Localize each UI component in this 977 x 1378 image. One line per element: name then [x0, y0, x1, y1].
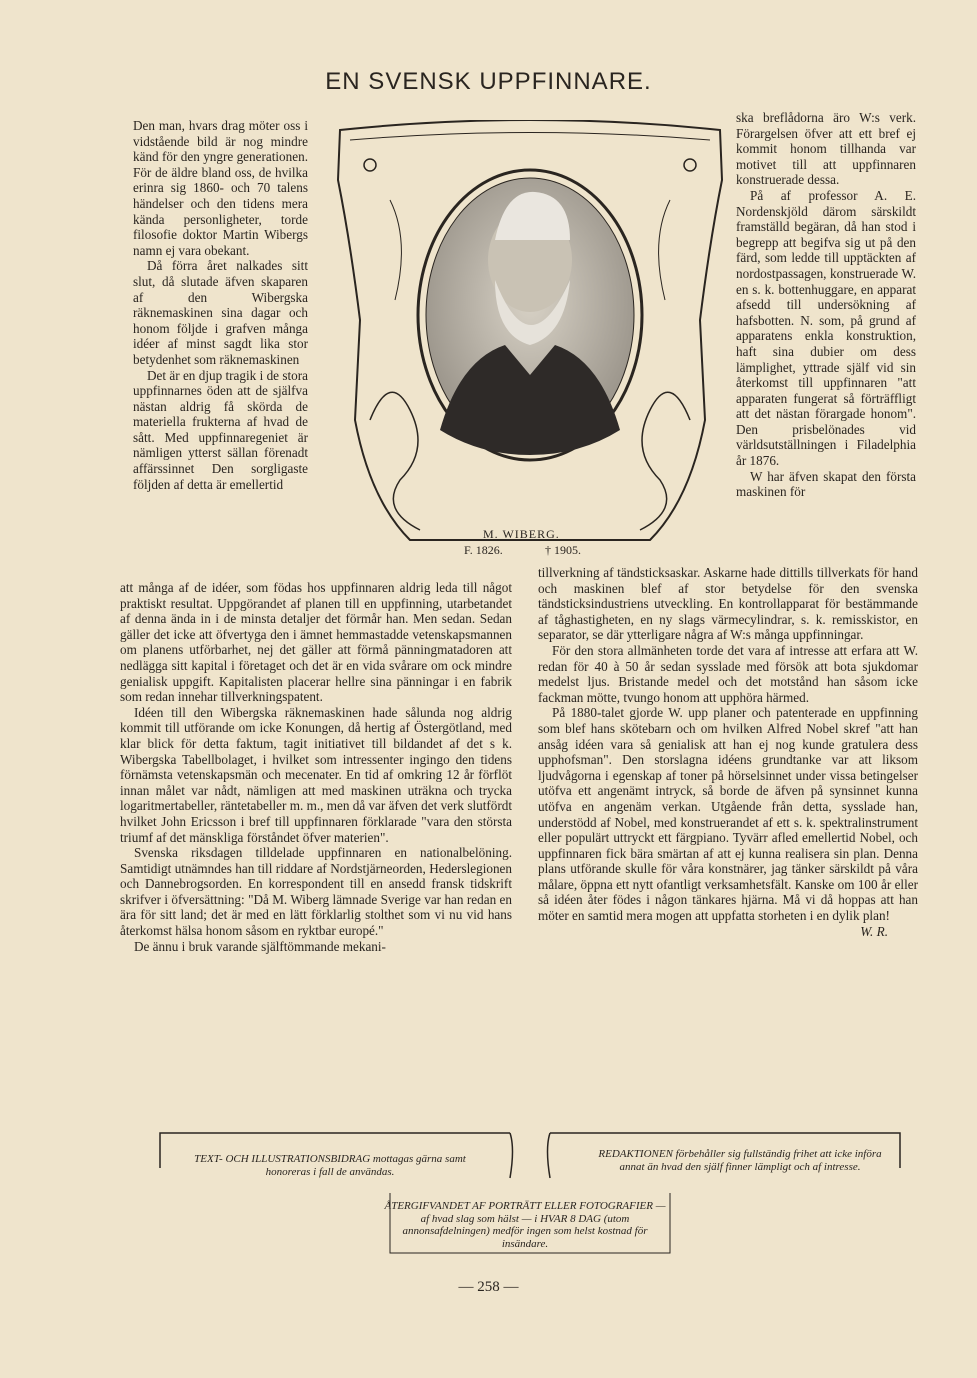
portrait-caption-born: F. 1826. — [464, 543, 503, 557]
paragraph: Då förra året nalkades sitt slut, då slutade äfven skaparen af den Wibergska räknemaskinen sina dagar och honom följde i grafven många idéer af minst sagdt lika stor betydenhet som räknemaskinen — [133, 258, 308, 367]
paragraph: ska breflådorna äro W:s verk. Förargelsen öfver att ett bref ej kommit honom tillhanda var motivet till att uppfinnaren konstruerade dessa. — [736, 110, 916, 188]
paragraph: För den stora allmänheten torde det vara af intresse att erfara att W. redan för 40 à 50 år sedan sysslade med försök att bota sjukdomar medelst ljus. Bristande medel och det motstånd han såsom icke fackman mötte, tvungo honom att upphöra härmed. — [538, 642, 918, 705]
paragraph: På af professor A. E. Nordenskjöld därom särskildt framställd begäran, då han stod i begrepp att begifva sig ut på den färd, som ledde till upptäckten af nordostpassagen, konstruerade W. en s. k. bottenhuggare, en apparat afsedd till undersökning af hafsbotten. N. som, på grund af apparatens enkla konstruktion, haft sina dubier om dess lämplighet, yttrade själf vid sin återkomst till uppfinnaren "att apparaten fungerat så förträffligt att det nästan förargade honom". Den prisbelönades vid världsutställningen i Filadelphia år 1876. — [736, 187, 916, 469]
signature: W. R. — [860, 923, 888, 939]
footer-editorial-note: REDAKTIONEN förbehåller sig fullständig frihet att icke införa annat än hvad den själf finner lämpligt och af intresse. — [598, 1148, 882, 1173]
footer-reproduction-note: ÅTERGIFVANDET AF PORTRÄTT ELLER FOTOGRAFIER — af hvad slag som hälst — i HVAR 8 DAG (utom annonsafdelningen) medför ingen som helst kostnad för insändare. — [384, 1200, 666, 1250]
right-column-bottom — [538, 565, 918, 939]
paragraph: Den man, hvars drag möter oss i vidstående bild är nog mindre känd för den yngre generationen. För de äldre bland oss, de hvilka erinra sig 1860- och 70 talens händelser och den tidens mera kända personligheter, torde filosofie doktor Martin Wibergs namn ej vara obekant. — [133, 118, 308, 258]
paragraph: Svenska riksdagen tilldelade uppfinnaren en nationalbelöning. Samtidigt utnämndes han till riddare af Nordstjärneorden, Hederslegionen och Dannebrogsorden. En korrespondent till en ansedd fransk tidskrift skrifver i öfversättning: "Då M. Wiberg lämnade Sverige var han redan en ära för sitt land; det är med en lätt förklarlig stolthet som vi nu vid hans återkomst hälsa honom såsom en ryktbar europé." — [120, 845, 512, 939]
portrait-caption-name: M. WIBERG. — [483, 527, 560, 541]
left-column-top — [133, 118, 308, 492]
paragraph: Det är en djup tragik i de stora uppfinnarnes öden att de själfva nästan aldrig få skörda de materiella frukterna af hvad de sått. Med uppfinnaregeniet är nämligen ytterst sällan förenadt affärssinnet Den sorgligaste följden af detta är emellertid — [133, 367, 308, 492]
paragraph: tillverkning af tändsticksaskar. Askarne hade dittills tillverkats för hand och maskinen blef af stor betydelse för den svenska tändsticksindustriens utveckling. En kontrollapparat för bestämmande af tåghastigheten, en ny slags värmecylindrar, s. k. remisskistor, en separator, se där ytterligare några af W:s många uppfinningar. — [538, 565, 918, 643]
paragraph: att många af de idéer, som födas hos uppfinnaren aldrig leda till något praktiskt resultat. Uppgörandet af planen till en uppfinning, utarbetandet af denna ända in i de minsta detaljer det förmår han. Men sedan. Sedan gäller det icke att öfvertyga den i ämnet hemmastadde vetenskapsmannen om planens utförbarhet, nej det gäller att förmå pänningmatadoren att nedlägga sitt kapital i företaget och det är en vida svårare om ock mindre genialisk uppgift. Kapitalisten placerar hellre sina pänningar i en fabrik som redan innehar tillverkningspatent. — [120, 580, 512, 705]
paragraph: Idéen till den Wibergska räknemaskinen hade sålunda nog aldrig kommit till utförande om icke Konungen, då hertig af Östergötland, med klar blick för detta faktum, tagit initiativet till bildandet af det s k. Wibergska Tabellbolaget, i hvilket som intressenter ingingo den tidens förnämsta vetenskapsmän och mecenater. En tid af omkring 12 år förflöt innan målet var nådt, nämligen att med maskinen uträkna och trycka logaritmertabeller, räntetabeller m. m., men då var äfven det verk slutfördt hvilket John Ericsson i bref till uppfinnaren förklarade "vara den största triumf af det mänskliga förståndet öfver materien". — [120, 704, 513, 845]
paragraph: På 1880-talet gjorde W. upp planer och patenterade en uppfinning som blef hans skötebarn och om hvilken Alfred Nobel skref "att han ansåg idéen vara så genialisk att han ej nog kunde gratulera dess upphofsman". Den storslagna idéens grundtanke var att liksom ljudvågorna i egenskap af toner på hörselsinnet under vissa betingelser utöfva ett angenämt intryck, så borde de äfven på synsinnet kunna utöfva en angenäm verkan. Utgående från detta, sysslade han, understödd af Nobel, med konstruerandet af ett s. k. spektralinstrument eller populärt uttryckt ett färgpiano. Tyvärr afled emellertid Nobel, och uppfinnaren fick bära smärtan af att ej kunna realisera sin plan. Denna plans utförande skulle för våra konstnärer, jag tänker särskildt på våra målare, öppna ett nytt ofantligt verksamhetsfält. Kanske om 100 år eller så idéen åter födes i någon tänkares hjärna. Må vi då hoppas att han möter en samtid mera mogen att uppfatta storheten i en dylik plan! — [538, 705, 918, 924]
paragraph: W har äfven skapat den första maskinen för — [736, 468, 916, 500]
paragraph: De ännu i bruk varande själftömmande mekani- — [134, 938, 386, 954]
right-column-top — [736, 110, 916, 500]
left-column-bottom — [120, 580, 512, 954]
portrait-caption-died: † 1905. — [545, 543, 581, 557]
article-title: EN SVENSK UPPFINNARE. — [325, 68, 652, 95]
page-number: — 258 — — [458, 1279, 519, 1295]
portrait-frame — [330, 120, 730, 560]
footer-contributions-note: TEXT- OCH ILLUSTRATIONSBIDRAG mottagas gärna samt honoreras i fall de användas. — [194, 1153, 466, 1178]
